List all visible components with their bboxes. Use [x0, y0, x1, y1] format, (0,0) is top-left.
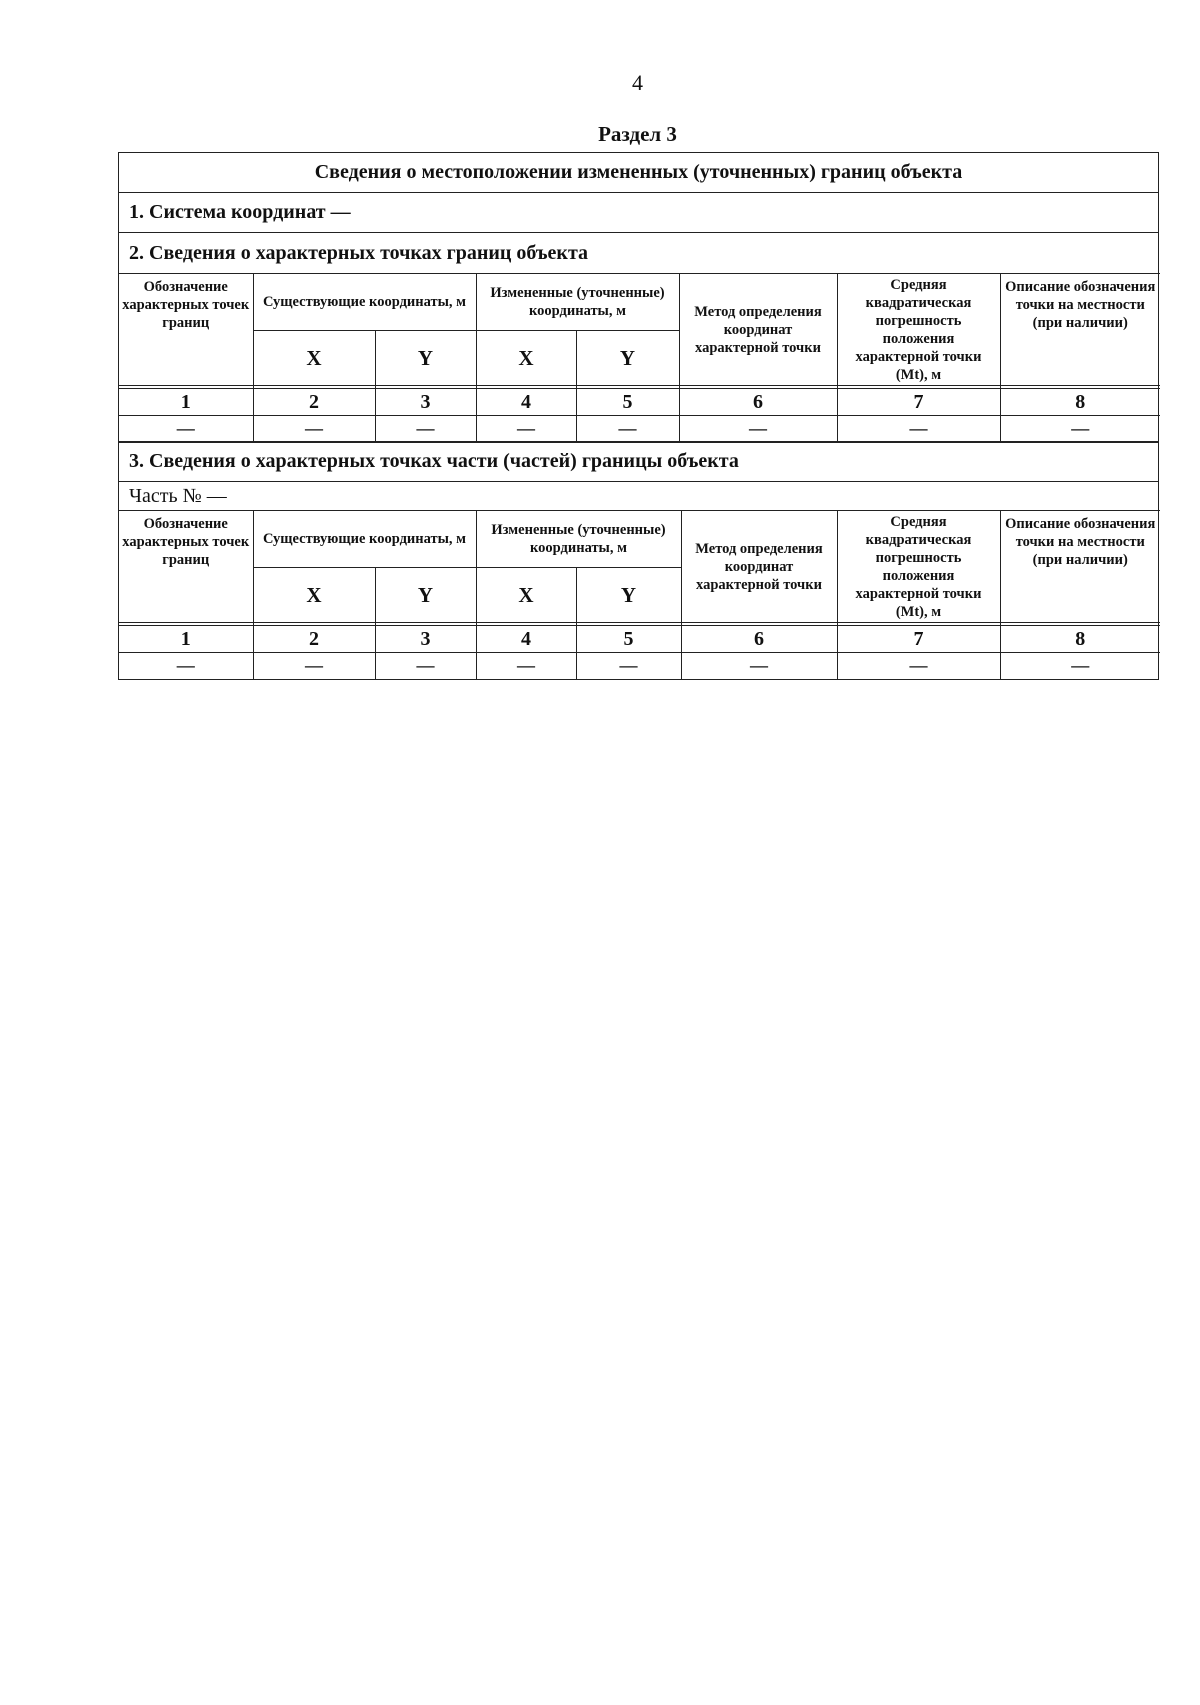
column-number: 4 — [476, 389, 576, 416]
column-number: 2 — [253, 389, 375, 416]
table-cell: — — [253, 653, 375, 679]
table-cell: — — [837, 653, 1000, 679]
column-number: 4 — [476, 626, 576, 653]
table-cell: — — [679, 416, 837, 442]
part-boundary-points-table — [119, 510, 1160, 679]
subsection-2-title: 2. Сведения о характерных точках границ объекта — [129, 241, 589, 264]
header-method: Метод определения координат характерной точки — [681, 511, 837, 623]
table-cell: — — [1000, 416, 1160, 442]
header-method: Метод определения координат характерной точки — [679, 274, 837, 386]
header-error: Средняя квадратическая погрешность положения характерной точки (Mt), м — [837, 511, 1000, 623]
header-updated-coordinates: Измененные (уточненные) координаты, м — [476, 274, 679, 331]
table-cell: — — [681, 653, 837, 679]
header-description: Описание обозначения точки на местности (при наличии) — [1000, 511, 1160, 623]
page-number: 4 — [632, 70, 643, 95]
header-updated-x: X — [476, 568, 576, 623]
header-point-designation: Обозначение характерных точек границ — [119, 511, 253, 623]
column-number: 6 — [681, 626, 837, 653]
part-number-line: Часть № — — [129, 484, 227, 507]
table-cell: — — [476, 653, 576, 679]
column-number: 8 — [1000, 626, 1160, 653]
header-existing-y: Y — [375, 568, 476, 623]
header-updated-y: Y — [576, 331, 679, 386]
header-updated-coordinates: Измененные (уточненные) координаты, м — [476, 511, 681, 568]
column-number: 1 — [119, 389, 253, 416]
table-cell: — — [375, 416, 476, 442]
table-cell: — — [576, 653, 681, 679]
column-number: 5 — [576, 626, 681, 653]
header-existing-x: X — [253, 331, 375, 386]
column-number: 5 — [576, 389, 679, 416]
header-updated-y: Y — [576, 568, 681, 623]
table-cell: — — [119, 653, 253, 679]
coordinate-system-line: 1. Система координат — — [119, 193, 1158, 233]
table-cell: — — [375, 653, 476, 679]
table-row — [119, 653, 1160, 679]
section-title: Раздел 3 — [598, 122, 677, 146]
boundary-points-table — [119, 273, 1160, 442]
header-description: Описание обозначения точки на местности (при наличии) — [1000, 274, 1160, 386]
header-updated-x: X — [476, 331, 576, 386]
header-existing-x: X — [253, 568, 375, 623]
column-number: 1 — [119, 626, 253, 653]
table-cell: — — [253, 416, 375, 442]
column-number: 8 — [1000, 389, 1160, 416]
table-cell: — — [837, 416, 1000, 442]
column-number: 2 — [253, 626, 375, 653]
table-cell: — — [1000, 653, 1160, 679]
header-error: Средняя квадратическая погрешность положения характерной точки (Mt), м — [837, 274, 1000, 386]
header-point-designation: Обозначение характерных точек границ — [119, 274, 253, 386]
column-number: 3 — [375, 389, 476, 416]
header-existing-y: Y — [375, 331, 476, 386]
column-number: 7 — [837, 389, 1000, 416]
table-cell: — — [119, 416, 253, 442]
subsection-3-title: 3. Сведения о характерных точках части (частей) границы объекта — [119, 442, 1158, 482]
column-number: 3 — [375, 626, 476, 653]
table-cell: — — [576, 416, 679, 442]
header-existing-coordinates: Существующие координаты, м — [253, 511, 476, 568]
main-title: Сведения о местоположении измененных (уточненных) границ объекта — [119, 153, 1158, 193]
part-boundaries-block — [118, 441, 1159, 680]
table-cell: — — [476, 416, 576, 442]
column-number: 7 — [837, 626, 1000, 653]
column-number: 6 — [679, 389, 837, 416]
table-row — [119, 416, 1160, 442]
header-existing-coordinates: Существующие координаты, м — [253, 274, 476, 331]
boundaries-block — [118, 152, 1159, 443]
